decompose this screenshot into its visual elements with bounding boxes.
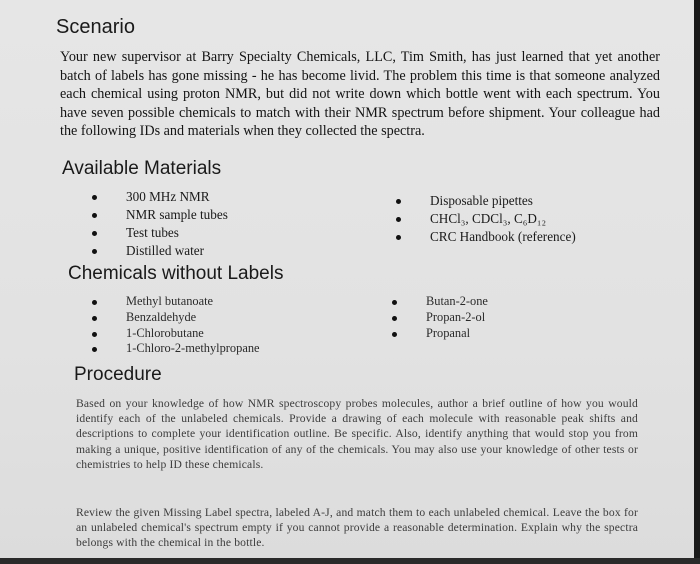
- list-item: 1-Chlorobutane: [90, 326, 260, 342]
- list-item: Methyl butanoate: [90, 294, 260, 310]
- list-item: Propanal: [390, 326, 488, 342]
- available-materials-heading: Available Materials: [62, 158, 222, 179]
- list-item: CRC Handbook (reference): [394, 228, 576, 246]
- list-item: Butan-2-one: [390, 294, 488, 310]
- scenario-heading: Scenario: [56, 16, 135, 38]
- chemicals-heading: Chemicals without Labels: [68, 263, 284, 284]
- scenario-paragraph: Your new supervisor at Barry Specialty Chemicals, LLC, Tim Smith, has just learned that yet another batch of labels has gone missing - he has become livid. The problem this time is that someone analyzed each chemical using proton NMR, but did not write down which bottle went with each spectrum. You have seven possible chemicals to match with their NMR spectrum before shipment. Your colleague had the following IDs and materials when they collected the spectra.: [60, 49, 660, 140]
- list-item: 1-Chloro-2-methylpropane: [90, 341, 260, 357]
- list-item: NMR sample tubes: [90, 206, 228, 224]
- materials-list-left: [90, 188, 228, 260]
- list-item: 300 MHz NMR: [90, 188, 228, 206]
- chemicals-list-left: [90, 294, 260, 357]
- list-item: Benzaldehyde: [90, 310, 260, 326]
- photo-edge-bottom: [0, 558, 700, 564]
- list-item: Propan-2-ol: [390, 310, 488, 326]
- procedure-heading: Procedure: [74, 364, 162, 385]
- list-item: CHCl₃, CDCl₃, C₆D₁₂: [394, 210, 576, 228]
- procedure-paragraph-2: Review the given Missing Label spectra, labeled A-J, and match them to each unlabeled chemical. Leave the box for an unlabeled chemical's spectrum empty if you cannot provide a reasonable determination. Explain why the spectra belongs with the chemical in the bottle.: [76, 506, 638, 550]
- procedure-paragraph-1: Based on your knowledge of how NMR spectroscopy probes molecules, author a brief outline of how you would identify each of the unlabeled chemicals. Provide a drawing of each molecule with reasonable peak shifts and descriptions to complete your identification outline. Be specific. Also, identify anything that would stop you from making a unique, positive identification of any of the chemicals. You may also use your knowledge of other tests or chemistries to help ID these chemicals.: [76, 397, 638, 471]
- photo-edge: [694, 0, 700, 564]
- list-item: Disposable pipettes: [394, 192, 576, 210]
- list-item: Test tubes: [90, 224, 228, 242]
- list-item: Distilled water: [90, 242, 228, 260]
- chemicals-list-right: [390, 294, 488, 341]
- materials-list-right: [394, 192, 576, 246]
